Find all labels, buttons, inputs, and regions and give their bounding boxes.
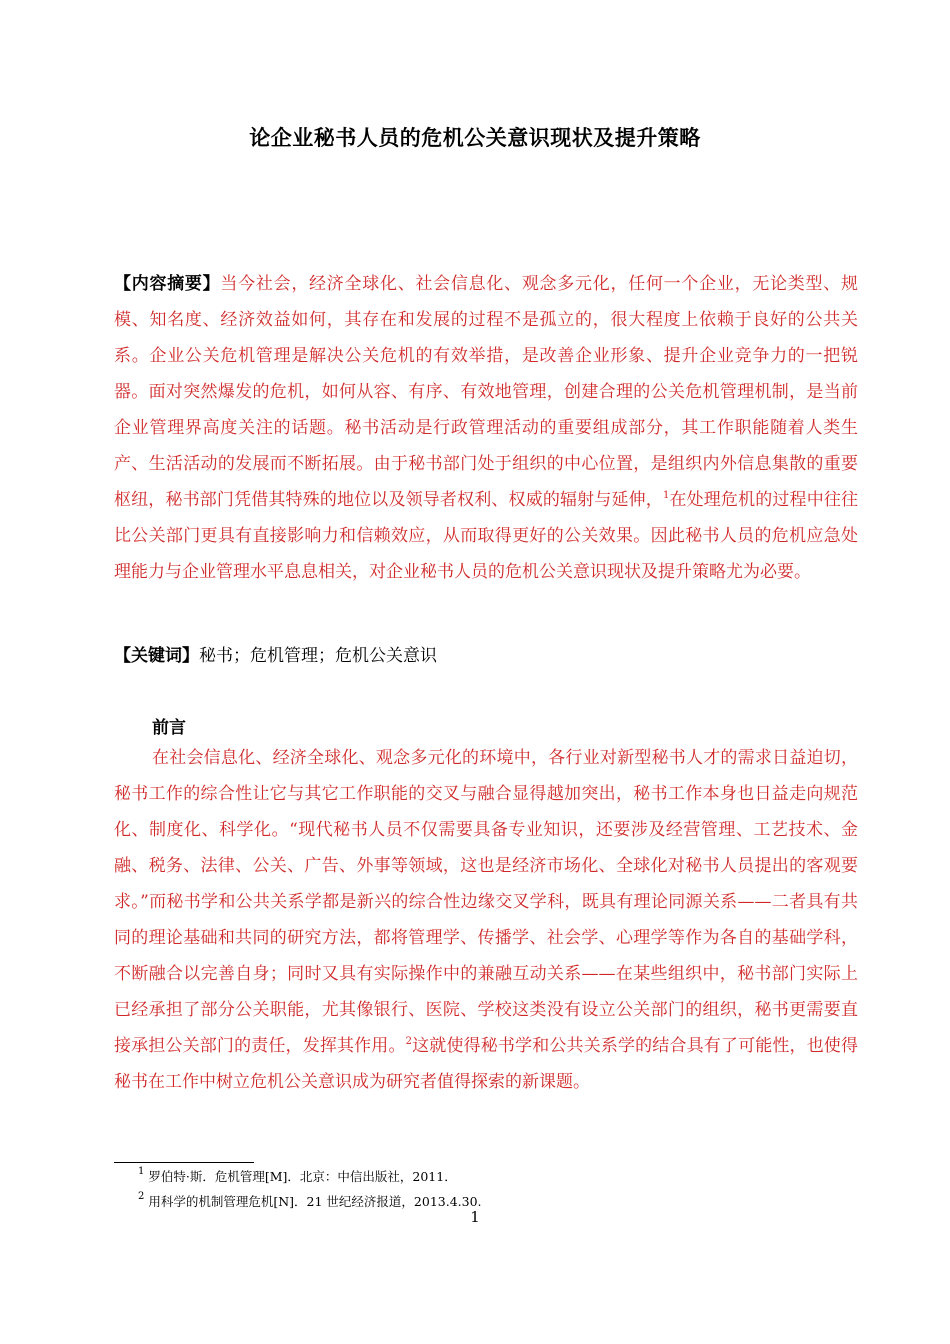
footnote-2-number: 2: [138, 1191, 145, 1202]
preface-text-part1: 在社会信息化、经济全球化、观念多元化的环境中，各行业对新型秘书人才的需求日益迫切，秘书工作的综合性让它与其它工作职能的交叉与融合显得越加突出，秘书工作本身也日益走向规范化、制度化、科学化。“现代秘书人员不仅需要具备专业知识，还要涉及经营管理、工艺技术、金融、税务、法律、公关、广告、外事等领域，这也是经济市场化、全球化对秘书人员提出的客观要求。”而秘书学和公共关系学都是新兴的综合性边缘交叉学科，既具有理论同源关系——二者具有共同的理论基础和共同的研究方法，都将管理学、传播学、社会学、心理学等作为各自的基础学科，不断融合以完善自身；同时又具有实际操作中的兼融互动关系——在某些组织中，秘书部门实际上已经承担了部分公关职能，尤其像银行、医院、学校这类没有设立公关部门的组织，秘书更需要直接承担公关部门的责任，发挥其作用。: [114, 748, 858, 1056]
abstract-text-part1: 当今社会，经济全球化、社会信息化、观念多元化，任何一个企业，无论类型、规模、知名度、经济效益如何，其存在和发展的过程不是孤立的，很大程度上依赖于良好的公共关系。企业公关危机管理是解决公关危机的有效举措，是改善企业形象、提升企业竞争力的一把锐器。面对突然爆发的危机，如何从容、有序、有效地管理，创建合理的公关危机管理机制，是当前企业管理界高度关注的话题。秘书活动是行政管理活动的重要组成部分，其工作职能随着人类生产、生活活动的发展而不断拓展。由于秘书部门处于组织的中心位置，是组织内外信息集散的重要枢纽，秘书部门凭借其特殊的地位以及领导者权利、权威的辐射与延伸，: [114, 274, 858, 510]
preface-heading: 前言: [152, 718, 186, 738]
abstract-label: 【内容摘要】: [114, 274, 221, 294]
abstract-paragraph: [114, 266, 858, 590]
preface-text-part2: 这就使得秘书学和公共关系学的结合具有了可能性，也使得秘书在工作中树立危机公关意识成为研究者值得探索的新课题。: [114, 1036, 859, 1092]
abstract-text-part2: 在处理危机的过程中往往比公关部门更具有直接影响力和信赖效应，从而取得更好的公关效果。因此秘书人员的危机应急处理能力与企业管理水平息息相关，对企业秘书人员的危机公关意识现状及提升策略尤为必要。: [114, 490, 859, 582]
footnote-2-text: 用科学的机制管理危机[N]．21 世纪经济报道，2013.4.30.: [148, 1194, 482, 1209]
footnote-1-number: 1: [138, 1166, 145, 1177]
keywords-label: 【关键词】: [114, 646, 199, 666]
preface-footnote-ref[interactable]: 2: [405, 1036, 412, 1047]
document-title: 论企业秘书人员的危机公关意识现状及提升策略: [249, 126, 701, 150]
keywords-text: 秘书；危机管理；危机公关意识: [199, 646, 437, 666]
keywords-line: [114, 638, 858, 674]
footnote-1-text: 罗伯特·斯．危机管理[M]．北京：中信出版社，2011．: [148, 1169, 457, 1184]
page-number: 1: [470, 1208, 480, 1226]
preface-paragraph: [114, 740, 858, 1100]
abstract-footnote-ref[interactable]: 1: [662, 490, 670, 501]
footnote-1: [138, 1168, 457, 1186]
footnote-separator: [114, 1162, 254, 1163]
